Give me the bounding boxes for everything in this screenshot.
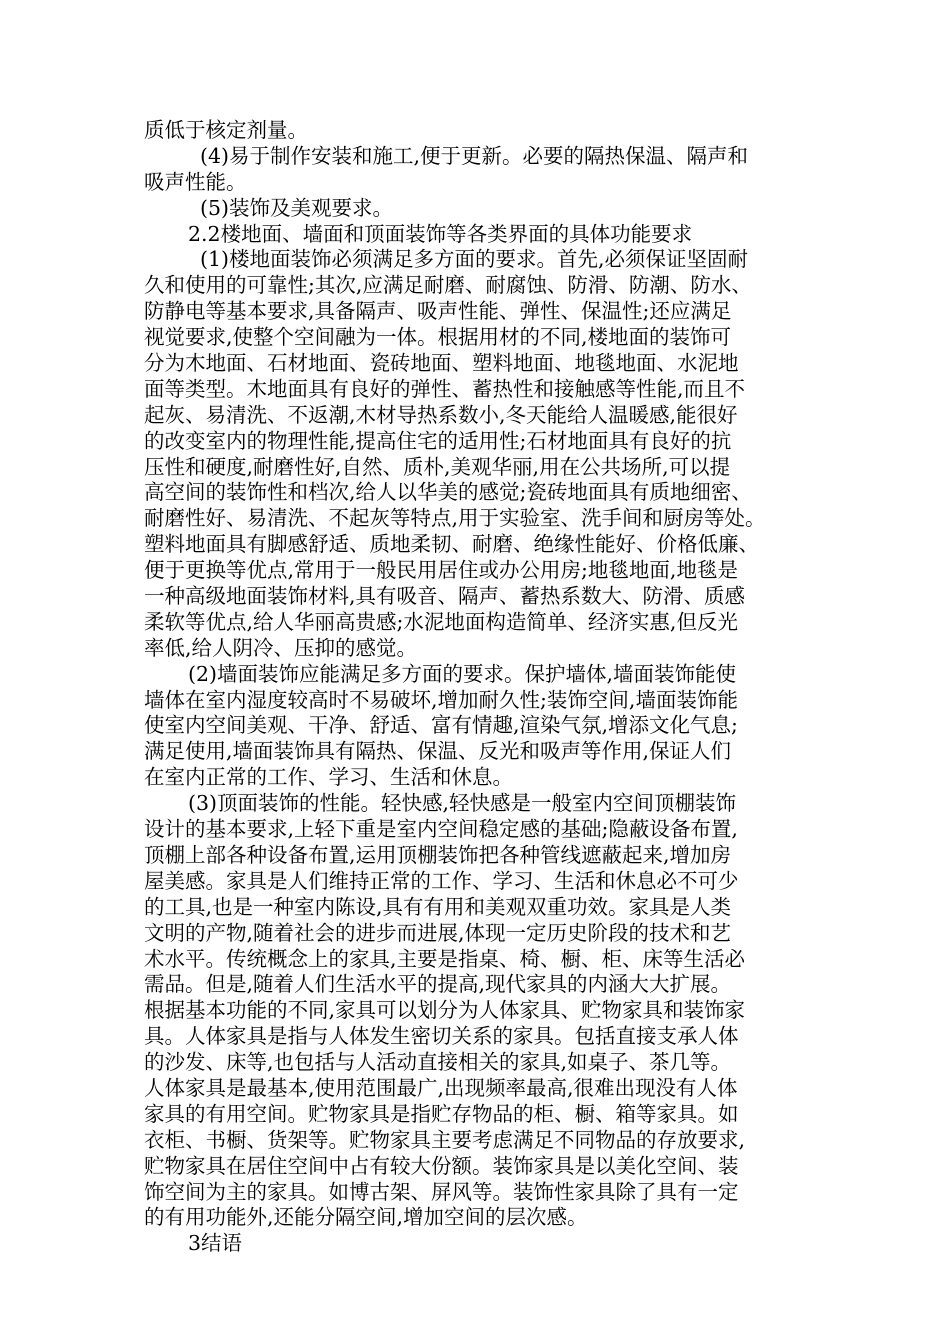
text-line: 在室内正常的工作、学习、生活和休息。 [144, 765, 513, 790]
text-line: 具。人体家具是指与人体发生密切关系的家具。包括直接支承人体 [144, 1024, 739, 1049]
text-line: 术水平。传统概念上的家具,主要是指桌、椅、橱、柜、床等生活必 [144, 946, 746, 971]
text-line: 屋美感。家具是人们维持正常的工作、学习、生活和休息必不可少 [144, 868, 739, 893]
text-line: 分为木地面、石材地面、瓷砖地面、塑料地面、地毯地面、水泥地 [144, 351, 739, 376]
text-line: 满足使用,墙面装饰具有隔热、保温、反光和吸声等作用,保证人们 [144, 739, 732, 764]
text-line: 耐磨性好、易清洗、不起灰等特点,用于实验室、洗手间和厨房等处。 [144, 506, 766, 531]
text-line: 一种高级地面装饰材料,具有吸音、隔声、蓄热系数大、防滑、质感 [144, 584, 746, 609]
text-line: 墙体在室内湿度较高时不易破坏,增加耐久性;装饰空间,墙面装饰能 [144, 687, 738, 712]
paragraph-start: (5)装饰及美观要求。 [200, 195, 394, 220]
text-line: 塑料地面具有脚感舒适、质地柔韧、耐磨、绝缘性能好、价格低廉、 [144, 532, 759, 557]
text-line: 压性和硬度,耐磨性好,自然、质朴,美观华丽,用在公共场所,可以提 [144, 454, 731, 479]
text-line: 面等类型。木地面具有良好的弹性、蓄热性和接触感等性能,而且不 [144, 376, 746, 401]
text-line: 的有用功能外,还能分隔空间,增加空间的层次感。 [144, 1205, 588, 1230]
text-line: 吸声性能。 [144, 169, 247, 194]
text-line: 柔软等优点,给人华丽高贵感;水泥地面构造简单、经济实惠,但反光 [144, 609, 738, 634]
paragraph-start: (1)楼地面装饰必须满足多方面的要求。首先,必须保证坚固耐 [200, 247, 749, 272]
text-line: 久和使用的可靠性;其次,应满足耐磨、耐腐蚀、防滑、防潮、防水、 [144, 273, 752, 298]
text-line: 视觉要求,使整个空间融为一体。根据用材的不同,楼地面的装饰可 [144, 325, 732, 350]
text-line: 贮物家具在居住空间中占有较大份额。装饰家具是以美化空间、装 [144, 1153, 739, 1178]
text-line: 需品。但是,随着人们生活水平的提高,现代家具的内涵大大扩展。 [144, 972, 732, 997]
text-line: 便于更换等优点,常用于一般民用居住或办公用房;地毯地面,地毯是 [144, 558, 738, 583]
text-line: 的改变室内的物理性能,提高住宅的适用性;石材地面具有良好的抗 [144, 428, 732, 453]
paragraph-start: (3)顶面装饰的性能。轻快感,轻快感是一般室内空间顶棚装饰 [188, 791, 737, 816]
text-line: 根据基本功能的不同,家具可以划分为人体家具、贮物家具和装饰家 [144, 998, 746, 1023]
text-line: 设计的基本要求,上轻下重是室内空间稳定感的基础;隐蔽设备布置, [144, 817, 738, 842]
text-line: 饰空间为主的家具。如博古架、屏风等。装饰性家具除了具有一定 [144, 1179, 739, 1204]
text-line: 率低,给人阴冷、压抑的感觉。 [144, 635, 418, 660]
paragraph-start: (4)易于制作安装和施工,便于更新。必要的隔热保温、隔声和 [200, 143, 749, 168]
text-line: 的沙发、床等,也包括与人活动直接相关的家具,如桌子、茶几等。 [144, 1050, 732, 1075]
text-line: 家具的有用空间。贮物家具是指贮存物品的柜、橱、箱等家具。如 [144, 1101, 739, 1126]
text-line: 人体家具是最基本,使用范围最广,出现频率最高,很难出现没有人体 [144, 1075, 738, 1100]
text-line: 使室内空间美观、干净、舒适、富有情趣,渲染气氛,增添文化气息; [144, 713, 738, 738]
section-heading: 3结语 [188, 1231, 243, 1256]
text-line: 文明的产物,随着社会的进步而进展,体现一定历史阶段的技术和艺 [144, 920, 732, 945]
text-line: 起灰、易清洗、不返潮,木材导热系数小,冬天能给人温暖感,能很好 [144, 402, 738, 427]
section-heading: 2.2楼地面、墙面和顶面装饰等各类界面的具体功能要求 [188, 221, 693, 246]
text-line: 的工具,也是一种室内陈设,具有有用和美观双重功效。家具是人类 [144, 894, 732, 919]
paragraph-start: (2)墙面装饰应能满足多方面的要求。保护墙体,墙面装饰能使 [188, 661, 737, 686]
document-page [144, 118, 824, 1257]
text-line: 顶棚上部各种设备布置,运用顶棚装饰把各种管线遮蔽起来,增加房 [144, 842, 732, 867]
text-line: 高空间的装饰性和档次,给人以华美的感觉;瓷砖地面具有质地细密、 [144, 480, 752, 505]
text-line: 质低于核定剂量。 [144, 118, 308, 142]
text-line: 衣柜、书橱、货架等。贮物家具主要考虑满足不同物品的存放要求, [144, 1127, 746, 1152]
text-line: 防静电等基本要求,具备隔声、吸声性能、弹性、保温性;还应满足 [144, 299, 732, 324]
